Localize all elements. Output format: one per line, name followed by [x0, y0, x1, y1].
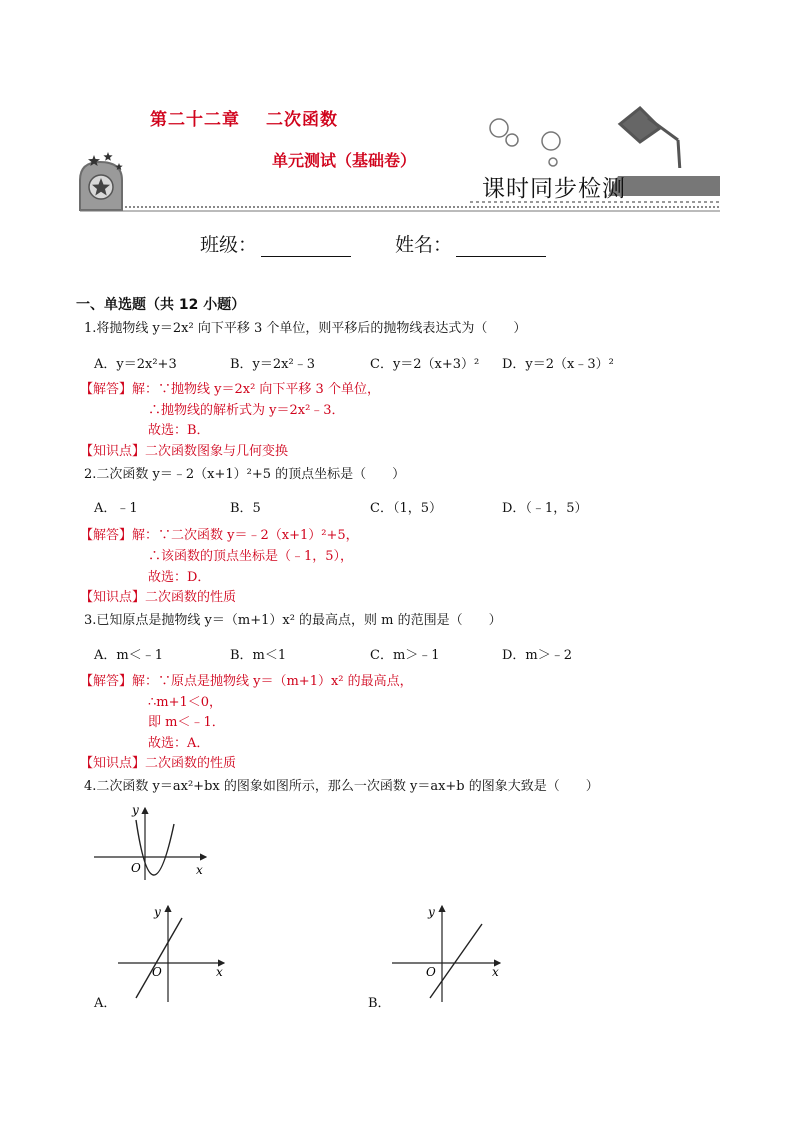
unit-test-title: 单元测试（基础卷） — [272, 151, 417, 170]
question-3-option-c: C．m＞﹣1 — [370, 648, 440, 663]
badge-text: 课时同步检测 — [482, 176, 626, 202]
question-2-option-d: D．（﹣1，5） — [502, 501, 588, 516]
name-field — [395, 230, 546, 257]
line-graph — [430, 924, 482, 998]
class-blank[interactable] — [261, 236, 351, 257]
desk-lamp-icon — [620, 108, 680, 172]
question-1-answer-line: ∴抛物线的解析式为 y＝2x²﹣3． — [148, 403, 345, 418]
question-4-option-b: B． — [368, 996, 391, 1011]
y-axis-label: y — [428, 905, 435, 919]
question-2-answer-line: ∴该函数的顶点坐标是（﹣1，5）， — [148, 549, 354, 564]
section-title: 一、单选题（共 12 小题） — [76, 297, 246, 313]
question-2-knowledge: 【知识点】二次函数的性质 — [80, 590, 237, 605]
question-3-answer-line: ∴m+1＜0， — [148, 695, 223, 710]
question-1-answer-line: 【解答】解：∵抛物线 y＝2x² 向下平移 3 个单位， — [80, 382, 380, 397]
question-1-option-c: C．y＝2（x+3）² — [370, 357, 480, 372]
option-a-graph — [112, 900, 237, 1005]
question-1-option-a: A．y＝2x²+3 — [94, 357, 177, 372]
x-axis-label: x — [216, 965, 223, 979]
parabola-curve — [136, 820, 174, 875]
parabola-graph — [90, 800, 220, 882]
class-field — [200, 230, 351, 257]
question-1-knowledge: 【知识点】二次函数图象与几何变换 — [80, 444, 289, 459]
question-3-option-d: D．m＞﹣2 — [502, 648, 573, 663]
option-b-graph — [386, 900, 516, 1005]
question-1-stem: 1.将抛物线 y＝2x² 向下平移 3 个单位，则平移后的抛物线表达式为（ ） — [84, 321, 527, 336]
question-3-answer-line: 即 m＜﹣1． — [148, 715, 225, 730]
question-2-answer-line: 故选：D． — [148, 570, 211, 585]
question-1-option-b: B．y＝2x²﹣3 — [230, 357, 315, 372]
chapter-heading — [150, 105, 338, 130]
class-label: 班级： — [200, 234, 258, 256]
chapter-title: 二次函数 — [266, 110, 338, 130]
question-1-answer-line: 故选：B． — [148, 423, 210, 438]
x-axis-label: x — [196, 863, 203, 877]
chapter-number: 第二十二章 — [150, 110, 240, 130]
question-3-answer-line: 【解答】解：∵原点是抛物线 y＝（m+1）x² 的最高点， — [80, 674, 413, 689]
star-badge-icon — [80, 152, 123, 210]
y-axis-label: y — [132, 803, 139, 817]
question-4-option-a: A． — [94, 996, 117, 1011]
question-3-stem: 3.已知原点是抛物线 y＝（m+1）x² 的最高点，则 m 的范围是（ ） — [84, 613, 502, 628]
x-axis-label: x — [492, 965, 499, 979]
origin-label: O — [426, 965, 436, 979]
name-blank[interactable] — [456, 236, 546, 257]
question-3-option-b: B．m＜1 — [230, 648, 287, 663]
header-decoration — [0, 0, 794, 220]
question-3-answer-line: 故选：A． — [148, 736, 210, 751]
question-1-option-d: D．y＝2（x﹣3）² — [502, 357, 614, 372]
origin-label: O — [152, 965, 162, 979]
question-4-stem: 4.二次函数 y＝ax²+bx 的图象如图所示，那么一次函数 y＝ax+b 的图象大致是（ ） — [84, 779, 599, 794]
name-label: 姓名： — [395, 234, 453, 256]
line-graph — [136, 918, 182, 998]
question-2-option-a: A．﹣1 — [94, 501, 138, 516]
origin-label: O — [131, 861, 141, 875]
question-3-knowledge: 【知识点】二次函数的性质 — [80, 756, 237, 771]
question-2-option-b: B．5 — [230, 501, 261, 516]
question-2-option-c: C．（1，5） — [370, 501, 442, 516]
question-2-answer-line: 【解答】解：∵二次函数 y＝﹣2（x+1）²+5， — [80, 528, 359, 543]
question-2-stem: 2.二次函数 y＝﹣2（x+1）²+5 的顶点坐标是（ ） — [84, 467, 406, 482]
question-3-option-a: A．m＜﹣1 — [94, 648, 163, 663]
y-axis-label: y — [154, 905, 161, 919]
bubbles-icon — [490, 119, 560, 166]
